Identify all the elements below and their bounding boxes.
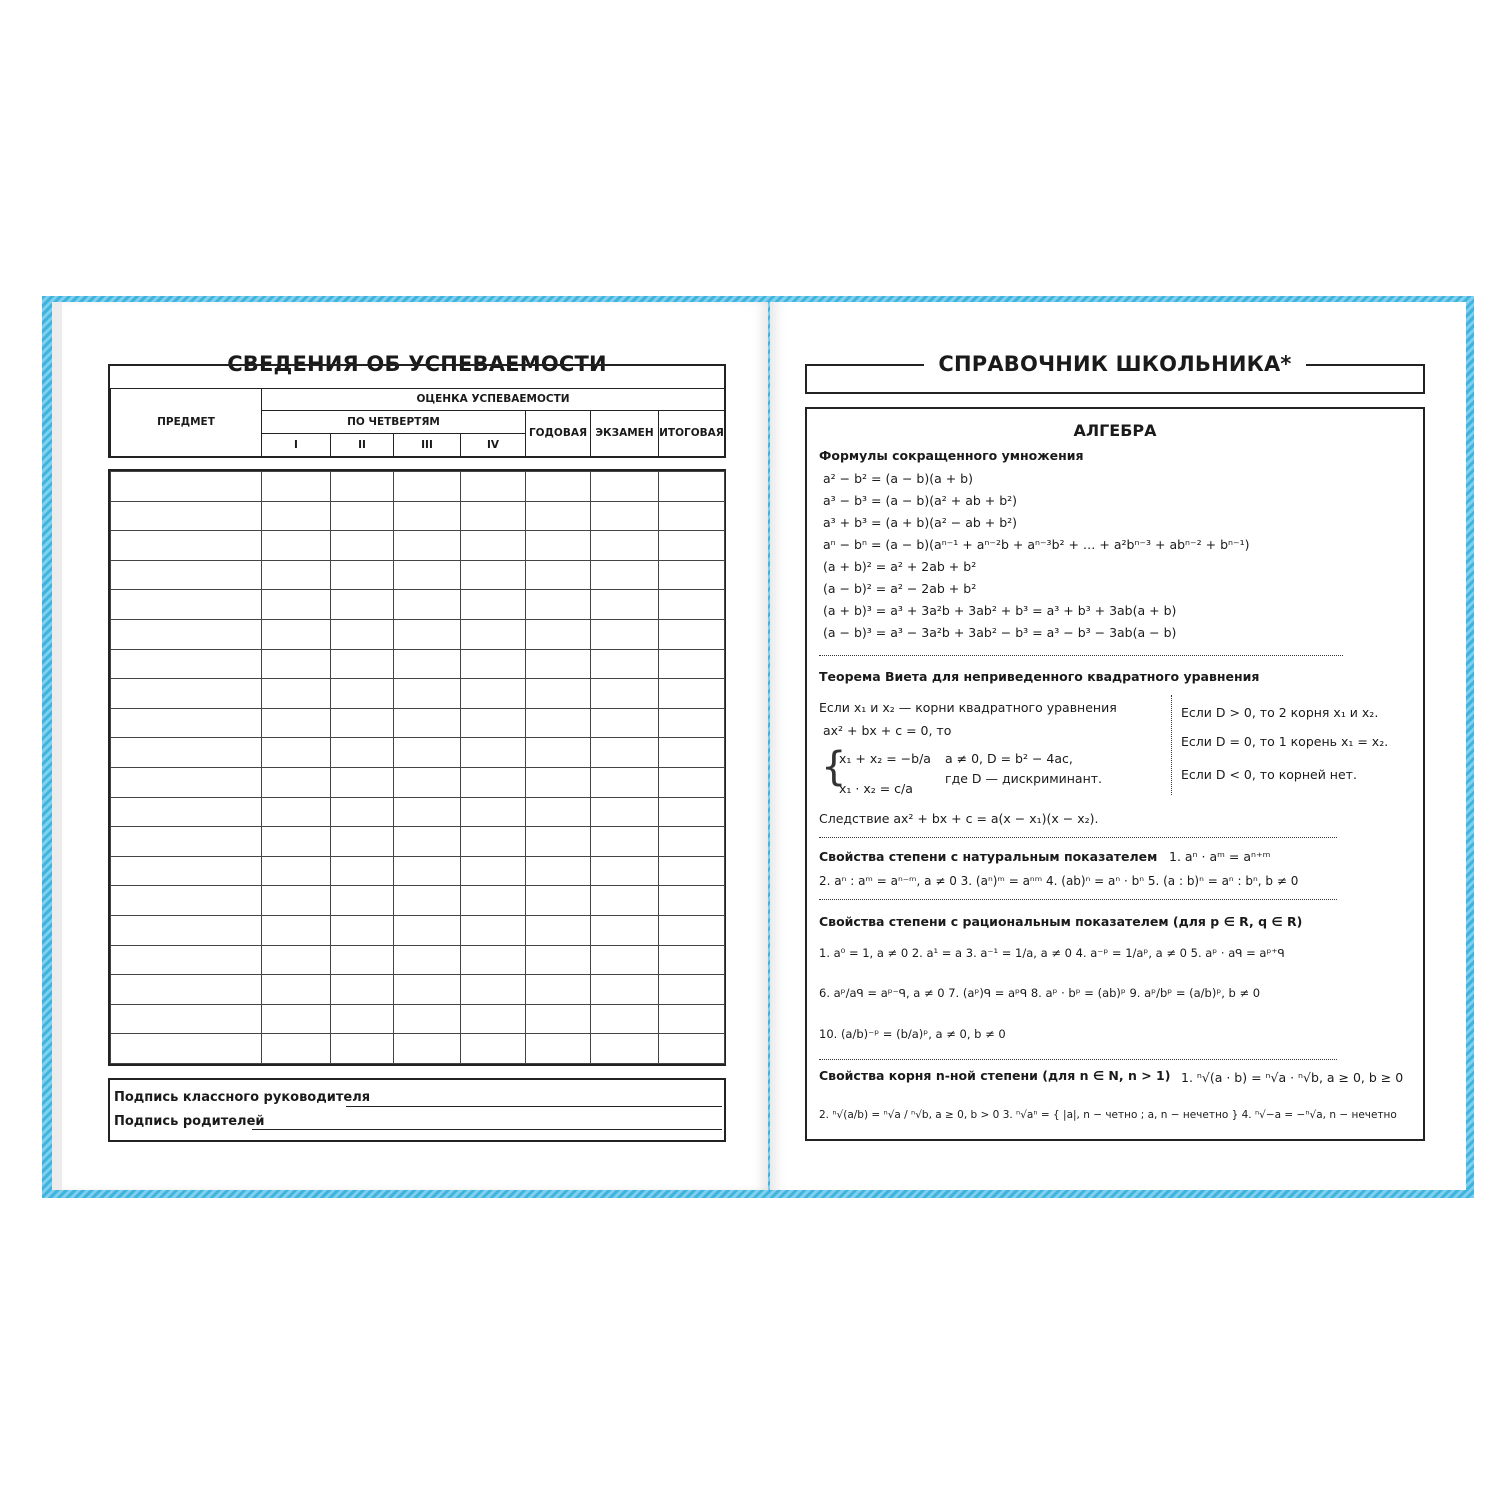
subject-cell[interactable] xyxy=(111,915,262,945)
grade-cell[interactable] xyxy=(394,1034,461,1064)
grade-cell[interactable] xyxy=(394,472,461,502)
grade-row xyxy=(111,797,725,827)
subject-cell[interactable] xyxy=(111,767,262,797)
grade-cell[interactable] xyxy=(659,1034,725,1064)
subject-cell[interactable] xyxy=(111,1034,262,1064)
grade-row xyxy=(111,767,725,797)
grade-cell[interactable] xyxy=(461,738,526,768)
grade-cell[interactable] xyxy=(331,827,394,857)
grade-cell[interactable] xyxy=(331,915,394,945)
grade-cell[interactable] xyxy=(262,767,331,797)
grade-cell[interactable] xyxy=(262,886,331,916)
quarter-2-header: II xyxy=(331,433,394,456)
grade-cell[interactable] xyxy=(659,738,725,768)
grade-cell[interactable] xyxy=(591,1004,659,1034)
grade-cell[interactable] xyxy=(659,649,725,679)
formula: (a − b)³ = a³ − 3a²b + 3ab² − b³ = a³ − b³ − 3ab(a − b) xyxy=(823,625,1177,640)
grade-cell[interactable] xyxy=(659,472,725,502)
exam-header: ЭКЗАМЕН xyxy=(591,410,659,456)
grade-cell[interactable] xyxy=(331,945,394,975)
grade-cell[interactable] xyxy=(526,767,591,797)
grade-cell[interactable] xyxy=(591,827,659,857)
subject-cell[interactable] xyxy=(111,945,262,975)
grade-cell[interactable] xyxy=(526,886,591,916)
grade-cell[interactable] xyxy=(461,1004,526,1034)
grade-cell[interactable] xyxy=(591,975,659,1005)
grade-cell[interactable] xyxy=(331,531,394,561)
subject-cell[interactable] xyxy=(111,827,262,857)
grade-cell[interactable] xyxy=(526,590,591,620)
grade-cell[interactable] xyxy=(461,619,526,649)
formula: (a + b)³ = a³ + 3a²b + 3ab² + b³ = a³ + b³ + 3ab(a + b) xyxy=(823,603,1177,618)
grade-cell[interactable] xyxy=(262,649,331,679)
grade-cell[interactable] xyxy=(526,945,591,975)
grade-row xyxy=(111,975,725,1005)
grade-cell[interactable] xyxy=(331,1034,394,1064)
grade-cell[interactable] xyxy=(394,708,461,738)
formula: (a + b)² = a² + 2ab + b² xyxy=(823,559,977,574)
grade-cell[interactable] xyxy=(394,738,461,768)
grade-cell[interactable] xyxy=(591,767,659,797)
s3-first: 1. aⁿ · aᵐ = aⁿ⁺ᵐ xyxy=(1169,849,1271,864)
grade-cell[interactable] xyxy=(526,619,591,649)
section-title: АЛГЕБРА xyxy=(1073,421,1157,440)
grade-cell[interactable] xyxy=(591,472,659,502)
grade-cell[interactable] xyxy=(331,560,394,590)
grade-cell[interactable] xyxy=(659,827,725,857)
grade-row xyxy=(111,738,725,768)
grade-cell[interactable] xyxy=(526,560,591,590)
grade-cell[interactable] xyxy=(394,767,461,797)
grade-cell[interactable] xyxy=(659,1004,725,1034)
grade-cell[interactable] xyxy=(262,1034,331,1064)
subject-cell[interactable] xyxy=(111,679,262,709)
formula: aⁿ − bⁿ = (a − b)(aⁿ⁻¹ + aⁿ⁻²b + aⁿ⁻³b² + … + a²bⁿ⁻³ + abⁿ⁻² + bⁿ⁻¹) xyxy=(823,537,1250,552)
grade-row xyxy=(111,945,725,975)
grade-cell[interactable] xyxy=(331,649,394,679)
grade-cell[interactable] xyxy=(659,915,725,945)
grade-cell[interactable] xyxy=(461,590,526,620)
grade-cell[interactable] xyxy=(591,619,659,649)
quarter-4-header: IV xyxy=(461,433,526,456)
grade-cell[interactable] xyxy=(331,679,394,709)
s1-title: Формулы сокращенного умножения xyxy=(819,448,1084,463)
grade-cell[interactable] xyxy=(394,531,461,561)
subject-cell[interactable] xyxy=(111,738,262,768)
subject-cell[interactable] xyxy=(111,560,262,590)
grade-cell[interactable] xyxy=(262,679,331,709)
grade-cell[interactable] xyxy=(526,472,591,502)
signature-box xyxy=(108,1078,726,1142)
teacher-signature-line[interactable] xyxy=(346,1106,722,1107)
grade-cell[interactable] xyxy=(591,856,659,886)
grade-cell[interactable] xyxy=(526,915,591,945)
grade-cell[interactable] xyxy=(394,975,461,1005)
left-page-title: СВЕДЕНИЯ ОБ УСПЕВАЕМОСТИ xyxy=(108,352,726,376)
grade-cell[interactable] xyxy=(526,827,591,857)
roots-case: Если D = 0, то 1 корень x₁ = x₂. xyxy=(1181,734,1389,749)
grade-cell[interactable] xyxy=(526,708,591,738)
grade-cell[interactable] xyxy=(331,708,394,738)
grade-cell[interactable] xyxy=(461,767,526,797)
s4-title: Свойства степени с рациональным показателем (для p ∈ R, q ∈ R) xyxy=(819,914,1303,929)
s3-title: Свойства степени с натуральным показателем xyxy=(819,849,1158,864)
quarter-1-header: I xyxy=(262,433,331,456)
grade-cell[interactable] xyxy=(262,827,331,857)
grade-cell[interactable] xyxy=(394,619,461,649)
grade-cell[interactable] xyxy=(526,649,591,679)
grade-cell[interactable] xyxy=(262,531,331,561)
grade-row xyxy=(111,560,725,590)
divider xyxy=(819,655,1343,656)
vieta-product: x₁ · x₂ = c/a xyxy=(839,781,913,796)
formula: a³ − b³ = (a − b)(a² + ab + b²) xyxy=(823,493,1018,508)
roots-case: Если D > 0, то 2 корня x₁ и x₂. xyxy=(1181,705,1379,720)
grade-cell[interactable] xyxy=(591,560,659,590)
grade-row xyxy=(111,915,725,945)
grade-cell[interactable] xyxy=(659,767,725,797)
grade-cell[interactable] xyxy=(461,856,526,886)
quarter-3-header: III xyxy=(394,433,461,456)
roots-case: Если D < 0, то корней нет. xyxy=(1181,767,1357,782)
vieta-discriminant: где D — дискриминант. xyxy=(945,771,1103,786)
grade-cell[interactable] xyxy=(331,767,394,797)
vieta-corollary: Следствие ax² + bx + c = a(x − x₁)(x − x₂). xyxy=(819,811,1099,826)
grade-cell[interactable] xyxy=(394,827,461,857)
grade-cell[interactable] xyxy=(591,738,659,768)
grade-cell[interactable] xyxy=(461,531,526,561)
right-page-title: СПРАВОЧНИК ШКОЛЬНИКА* xyxy=(805,352,1425,376)
grade-cell[interactable] xyxy=(331,472,394,502)
grades-header-label: ОЦЕНКА УСПЕВАЕМОСТИ xyxy=(262,388,725,410)
grade-cell[interactable] xyxy=(526,531,591,561)
subject-cell[interactable] xyxy=(111,797,262,827)
grade-row xyxy=(111,679,725,709)
grade-cell[interactable] xyxy=(591,590,659,620)
grade-cell[interactable] xyxy=(659,619,725,649)
vieta-brace: { xyxy=(821,744,847,790)
s4-line: 1. a⁰ = 1, a ≠ 0 2. a¹ = a 3. a⁻¹ = 1/a, a ≠ 0 4. a⁻ᵖ = 1/aᵖ, a ≠ 0 5. aᵖ · aᑫ = aᵖ⁺ᑫ xyxy=(819,946,1285,960)
subject-header: ПРЕДМЕТ xyxy=(111,388,262,456)
grade-cell[interactable] xyxy=(526,856,591,886)
grades-grid xyxy=(108,469,726,1066)
subject-cell[interactable] xyxy=(111,472,262,502)
grade-cell[interactable] xyxy=(262,501,331,531)
grade-cell[interactable] xyxy=(262,590,331,620)
grade-cell[interactable] xyxy=(461,472,526,502)
grade-cell[interactable] xyxy=(331,501,394,531)
grade-cell[interactable] xyxy=(526,738,591,768)
grade-cell[interactable] xyxy=(394,679,461,709)
vertical-divider xyxy=(1171,695,1172,795)
grade-cell[interactable] xyxy=(591,797,659,827)
grade-cell[interactable] xyxy=(526,1034,591,1064)
grade-cell[interactable] xyxy=(461,945,526,975)
grade-cell[interactable] xyxy=(394,915,461,945)
grade-cell[interactable] xyxy=(591,1034,659,1064)
grade-cell[interactable] xyxy=(461,560,526,590)
grade-cell[interactable] xyxy=(262,1004,331,1034)
formula: a³ + b³ = (a + b)(a² − ab + b²) xyxy=(823,515,1018,530)
grades-header xyxy=(108,364,726,458)
grade-cell[interactable] xyxy=(591,945,659,975)
teacher-signature-label: Подпись классного руководителя xyxy=(114,1090,371,1105)
grade-cell[interactable] xyxy=(262,945,331,975)
grade-row xyxy=(111,708,725,738)
grade-cell[interactable] xyxy=(461,501,526,531)
grade-cell[interactable] xyxy=(591,679,659,709)
grade-cell[interactable] xyxy=(262,797,331,827)
grade-cell[interactable] xyxy=(659,797,725,827)
grade-cell[interactable] xyxy=(262,915,331,945)
grade-cell[interactable] xyxy=(331,886,394,916)
grade-cell[interactable] xyxy=(394,1004,461,1034)
grade-cell[interactable] xyxy=(461,975,526,1005)
grade-cell[interactable] xyxy=(659,945,725,975)
grade-cell[interactable] xyxy=(591,708,659,738)
grade-cell[interactable] xyxy=(262,856,331,886)
grade-cell[interactable] xyxy=(659,679,725,709)
grade-row xyxy=(111,856,725,886)
grade-cell[interactable] xyxy=(659,975,725,1005)
grade-row xyxy=(111,1004,725,1034)
grade-cell[interactable] xyxy=(461,915,526,945)
grade-row xyxy=(111,531,725,561)
grade-cell[interactable] xyxy=(659,708,725,738)
subject-cell[interactable] xyxy=(111,531,262,561)
subject-cell[interactable] xyxy=(111,856,262,886)
year-header: ГОДОВАЯ xyxy=(526,410,591,456)
subject-cell[interactable] xyxy=(111,619,262,649)
subject-cell[interactable] xyxy=(111,975,262,1005)
quarters-header: ПО ЧЕТВЕРТЯМ xyxy=(262,410,526,433)
parents-signature-label: Подпись родителей xyxy=(114,1114,265,1129)
s2-title: Теорема Виета для неприведенного квадратного уравнения xyxy=(819,669,1260,684)
grade-cell[interactable] xyxy=(331,738,394,768)
grade-cell[interactable] xyxy=(394,590,461,620)
grade-cell[interactable] xyxy=(262,708,331,738)
grade-cell[interactable] xyxy=(461,679,526,709)
grade-cell[interactable] xyxy=(526,975,591,1005)
grade-row xyxy=(111,619,725,649)
divider xyxy=(819,1059,1337,1060)
grade-cell[interactable] xyxy=(659,886,725,916)
grade-cell[interactable] xyxy=(331,856,394,886)
vieta-sum: x₁ + x₂ = −b/a xyxy=(839,751,931,766)
vieta-condition: a ≠ 0, D = b² − 4ac, xyxy=(945,751,1073,766)
grade-cell[interactable] xyxy=(591,649,659,679)
s4-line: 10. (a/b)⁻ᵖ = (b/a)ᵖ, a ≠ 0, b ≠ 0 xyxy=(819,1027,1006,1041)
grade-cell[interactable] xyxy=(331,619,394,649)
grade-cell[interactable] xyxy=(461,886,526,916)
subject-cell[interactable] xyxy=(111,1004,262,1034)
s5-title: Свойства корня n-ной степени (для n ∈ N, n > 1) xyxy=(819,1068,1171,1083)
grade-cell[interactable] xyxy=(526,1004,591,1034)
grade-cell[interactable] xyxy=(262,560,331,590)
vieta-line: Если x₁ и x₂ — корни квадратного уравнения xyxy=(819,700,1117,715)
parents-signature-line[interactable] xyxy=(252,1129,722,1130)
grade-cell[interactable] xyxy=(394,501,461,531)
grade-cell[interactable] xyxy=(461,649,526,679)
grade-cell[interactable] xyxy=(591,501,659,531)
grade-cell[interactable] xyxy=(461,827,526,857)
algebra-reference xyxy=(805,407,1425,1141)
grade-cell[interactable] xyxy=(331,590,394,620)
grade-cell[interactable] xyxy=(262,975,331,1005)
grade-cell[interactable] xyxy=(262,738,331,768)
s5-line: 2. ⁿ√(a/b) = ⁿ√a / ⁿ√b, a ≥ 0, b > 0 3. ⁿ√aⁿ = { |a|, n − четно ; a, n − нечетно } 4. ⁿ√−a = −ⁿ√a, n − нечетно xyxy=(819,1109,1397,1121)
grade-cell[interactable] xyxy=(262,619,331,649)
divider xyxy=(819,837,1337,838)
grade-row xyxy=(111,649,725,679)
formula: a² − b² = (a − b)(a + b) xyxy=(823,471,973,486)
grade-cell[interactable] xyxy=(659,501,725,531)
grade-cell[interactable] xyxy=(394,856,461,886)
grade-cell[interactable] xyxy=(591,915,659,945)
grade-row xyxy=(111,472,725,502)
grade-row xyxy=(111,501,725,531)
right-title-box xyxy=(805,364,1425,394)
grade-row xyxy=(111,1034,725,1064)
grade-cell[interactable] xyxy=(331,1004,394,1034)
grade-cell[interactable] xyxy=(526,797,591,827)
grade-cell[interactable] xyxy=(591,886,659,916)
s5-first: 1. ⁿ√(a · b) = ⁿ√a · ⁿ√b, a ≥ 0, b ≥ 0 xyxy=(1181,1070,1404,1085)
grade-cell[interactable] xyxy=(394,886,461,916)
subject-cell[interactable] xyxy=(111,590,262,620)
grade-cell[interactable] xyxy=(591,531,659,561)
grade-cell[interactable] xyxy=(526,501,591,531)
final-header: ИТОГОВАЯ xyxy=(659,410,725,456)
subject-cell[interactable] xyxy=(111,886,262,916)
grade-row xyxy=(111,827,725,857)
grade-row xyxy=(111,590,725,620)
grade-cell[interactable] xyxy=(394,797,461,827)
grade-cell[interactable] xyxy=(331,797,394,827)
grade-cell[interactable] xyxy=(394,649,461,679)
grade-row xyxy=(111,886,725,916)
grade-cell[interactable] xyxy=(659,560,725,590)
grade-cell[interactable] xyxy=(659,590,725,620)
subject-cell[interactable] xyxy=(111,708,262,738)
grade-cell[interactable] xyxy=(461,708,526,738)
formula: (a − b)² = a² − 2ab + b² xyxy=(823,581,977,596)
vieta-line: ax² + bx + c = 0, то xyxy=(823,723,952,738)
grade-cell[interactable] xyxy=(394,560,461,590)
grade-cell[interactable] xyxy=(659,856,725,886)
grade-cell[interactable] xyxy=(659,531,725,561)
grade-cell[interactable] xyxy=(331,975,394,1005)
grade-cell[interactable] xyxy=(461,797,526,827)
subject-cell[interactable] xyxy=(111,501,262,531)
s4-line: 6. aᵖ/aᑫ = aᵖ⁻ᑫ, a ≠ 0 7. (aᵖ)ᑫ = aᵖᑫ 8. aᵖ · bᵖ = (ab)ᵖ 9. aᵖ/bᵖ = (a/b)ᵖ, b ≠ 0 xyxy=(819,986,1261,1000)
grade-cell[interactable] xyxy=(394,945,461,975)
grade-cell[interactable] xyxy=(526,679,591,709)
grade-cell[interactable] xyxy=(461,1034,526,1064)
grade-cell[interactable] xyxy=(262,472,331,502)
s3-line: 2. aⁿ : aᵐ = aⁿ⁻ᵐ, a ≠ 0 3. (aⁿ)ᵐ = aⁿᵐ 4. (ab)ⁿ = aⁿ · bⁿ 5. (a : b)ⁿ = aⁿ : bⁿ, b ≠ 0 xyxy=(819,874,1299,888)
subject-cell[interactable] xyxy=(111,649,262,679)
divider xyxy=(819,899,1337,900)
